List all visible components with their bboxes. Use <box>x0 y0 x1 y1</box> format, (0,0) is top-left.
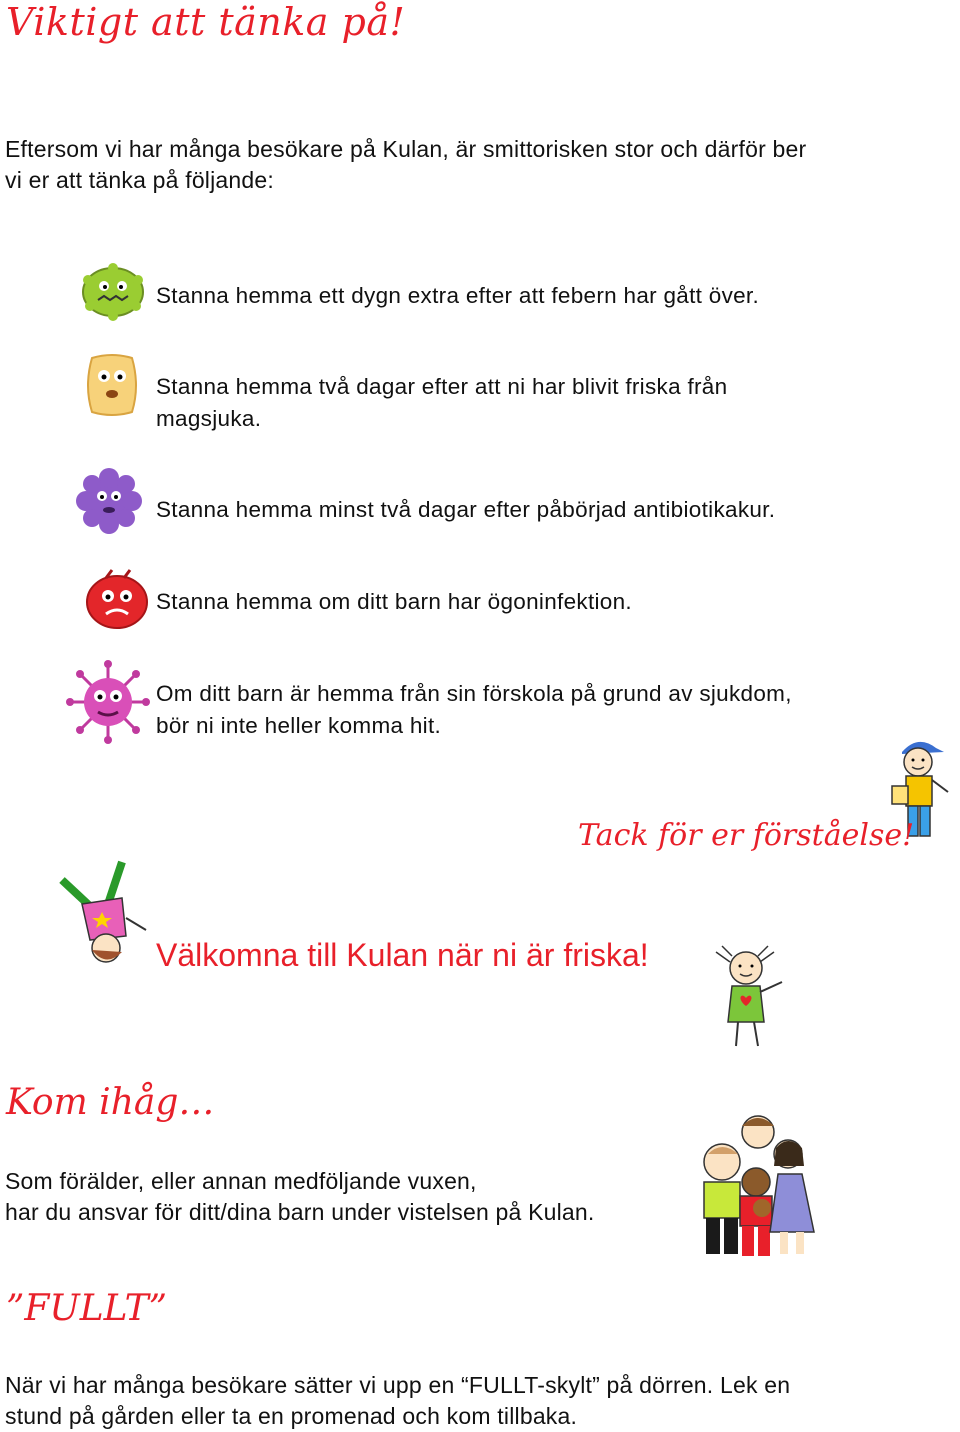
full-line-2: stund på gården eller ta en promenad och kom tillbaka. <box>5 1403 578 1429</box>
list-item <box>156 280 936 312</box>
intro-paragraph <box>5 134 905 196</box>
list-item-line-2: magsjuka. <box>156 406 262 431</box>
intro-line-2: vi er att tänka på följande: <box>5 167 274 193</box>
list-item-line-1: Stanna hemma ett dygn extra efter att febern har gått över. <box>156 283 760 308</box>
yellow-germ-icon <box>84 352 140 418</box>
list-item <box>156 494 936 526</box>
cartwheel-child-illustration <box>52 858 152 968</box>
group-of-children-illustration <box>692 1112 832 1262</box>
full-heading: ”FULLT” <box>6 1288 168 1329</box>
welcome-text: Välkomna till Kulan när ni är friska! <box>156 937 649 973</box>
full-line-1: När vi har många besökare sätter vi upp en “FULLT-skylt” på dörren. Lek en <box>5 1372 791 1398</box>
girl-with-heart-illustration <box>702 942 792 1054</box>
list-item-line-1: Om ditt barn är hemma från sin förskola på grund av sjukdom, <box>156 681 792 706</box>
remember-heading: Kom ihåg… <box>6 1082 215 1123</box>
remember-line-2: har du ansvar för ditt/dina barn under vistelsen på Kulan. <box>5 1199 595 1225</box>
list-item <box>156 586 936 618</box>
pink-virus-icon <box>66 660 150 744</box>
page-title: Viktigt att tänka på! <box>6 0 406 44</box>
purple-germ-icon <box>74 466 144 536</box>
list-item <box>156 371 936 435</box>
green-germ-icon <box>80 262 146 320</box>
remember-line-1: Som förälder, eller annan medföljande vuxen, <box>5 1168 477 1194</box>
red-germ-icon <box>84 568 150 630</box>
list-item-line-2: bör ni inte heller komma hit. <box>156 713 442 738</box>
list-item <box>156 678 936 742</box>
full-paragraph <box>5 1370 905 1432</box>
thanks-text: Tack för er förståelse! <box>578 818 915 853</box>
intro-line-1: Eftersom vi har många besökare på Kulan, är smittorisken stor och därför ber <box>5 136 807 162</box>
list-item-line-1: Stanna hemma om ditt barn har ögoninfektion. <box>156 589 632 614</box>
list-item-line-1: Stanna hemma minst två dagar efter påbörjad antibiotikakur. <box>156 497 776 522</box>
list-item-line-1: Stanna hemma två dagar efter att ni har blivit friska från <box>156 374 728 399</box>
remember-paragraph <box>5 1166 705 1228</box>
